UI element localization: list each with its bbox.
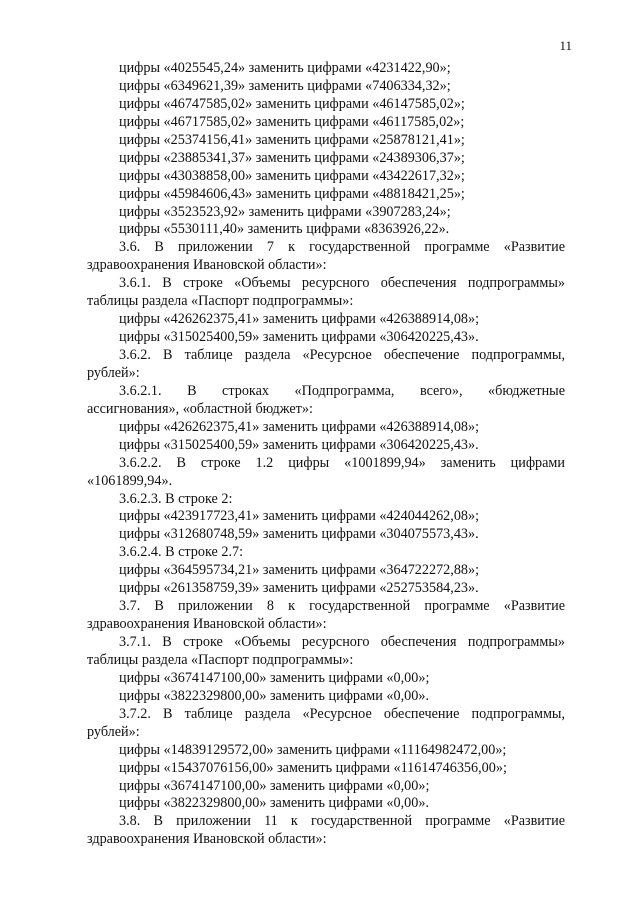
text-line: цифры «261358759,39» заменить цифрами «252753584,23».: [119, 580, 479, 597]
text-line: цифры «45984606,43» заменить цифрами «48818421,25»;: [119, 185, 465, 202]
text-line: цифры «3822329800,00» заменить цифрами «0,00».: [119, 795, 429, 812]
text-line: цифры «364595734,21» заменить цифрами «364722272,88»;: [119, 562, 480, 579]
text-line: цифры «3674147100,00» заменить цифрами «0,00»;: [119, 777, 430, 794]
text-line: цифры «426262375,41» заменить цифрами «426388914,08»;: [119, 418, 480, 435]
text-line: цифры «14839129572,00» заменить цифрами «11164982472,00»;: [119, 741, 507, 758]
text-line: цифры «15437076156,00» заменить цифрами «11614746356,00»;: [119, 759, 507, 776]
text-line: таблицы раздела «Паспорт подпрограммы»:: [87, 293, 354, 310]
text-line: рублей»:: [87, 364, 140, 381]
text-line: цифры «4025545,24» заменить цифрами «4231422,90»;: [119, 60, 451, 76]
text-line: цифры «3822329800,00» заменить цифрами «0,00».: [119, 687, 429, 704]
text-line: «1061899,94».: [87, 472, 173, 489]
text-line: цифры «46717585,02» заменить цифрами «46117585,02»;: [119, 113, 465, 130]
text-line: 3.6.2. В таблице раздела «Ресурсное обеспечение подпрограммы,: [119, 347, 565, 363]
text-line: здравоохранения Ивановской области»:: [87, 831, 327, 848]
text-line: ассигнования», «областной бюджет»:: [87, 400, 313, 417]
text-line: цифры «315025400,59» заменить цифрами «306420225,43».: [119, 329, 479, 346]
text-line: цифры «423917723,41» заменить цифрами «424044262,08»;: [119, 508, 480, 525]
text-line: цифры «43038858,00» заменить цифрами «43422617,32»;: [119, 167, 465, 184]
text-line: цифры «426262375,41» заменить цифрами «426388914,08»;: [119, 311, 480, 328]
page-number: 11: [559, 38, 572, 53]
text-line: здравоохранения Ивановской области»:: [87, 616, 327, 633]
text-line: цифры «3523523,92» заменить цифрами «3907283,24»;: [119, 203, 451, 220]
text-line: цифры «23885341,37» заменить цифрами «24389306,37»;: [119, 149, 465, 166]
text-line: 3.7.1. В строке «Объемы ресурсного обеспечения подпрограммы»: [119, 634, 565, 650]
text-line: цифры «315025400,59» заменить цифрами «306420225,43».: [119, 436, 479, 453]
text-line: 3.6.2.2. В строке 1.2 цифры «1001899,94» заменить цифрами: [119, 454, 565, 471]
text-line: 3.8. В приложении 11 к государственной программе «Развитие: [119, 813, 565, 830]
text-line: цифры «6349621,39» заменить цифрами «7406334,32»;: [119, 77, 451, 94]
text-line: здравоохранения Ивановской области»:: [87, 257, 327, 274]
document-body: [87, 60, 565, 849]
text-line: цифры «3674147100,00» заменить цифрами «0,00»;: [119, 669, 430, 686]
text-line: цифры «25374156,41» заменить цифрами «25878121,41»;: [119, 131, 465, 148]
text-line: таблицы раздела «Паспорт подпрограммы»:: [87, 651, 354, 668]
text-line: 3.7. В приложении 8 к государственной программе «Развитие: [119, 598, 565, 615]
text-line: 3.6.1. В строке «Объемы ресурсного обеспечения подпрограммы»: [119, 275, 565, 292]
text-line: 3.6. В приложении 7 к государственной программе «Развитие: [119, 239, 565, 256]
text-line: цифры «46747585,02» заменить цифрами «46147585,02»;: [119, 95, 465, 112]
text-line: цифры «5530111,40» заменить цифрами «8363926,22».: [119, 221, 450, 238]
text-line: 3.6.2.4. В строке 2.7:: [119, 544, 244, 561]
text-line: 3.6.2.1. В строках «Подпрограмма, всего», «бюджетные: [119, 382, 565, 399]
text-line: 3.6.2.3. В строке 2:: [119, 490, 233, 507]
text-line: 3.7.2. В таблице раздела «Ресурсное обеспечение подпрограммы,: [119, 705, 565, 722]
text-line: рублей»:: [87, 723, 140, 740]
text-line: цифры «312680748,59» заменить цифрами «304075573,43».: [119, 526, 479, 543]
